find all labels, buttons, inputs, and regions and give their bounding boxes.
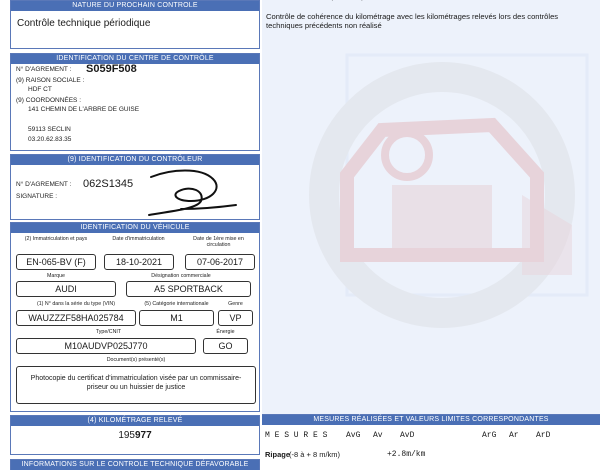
- col-avg: AvG: [346, 431, 361, 440]
- col-ar: Ar: [509, 431, 519, 440]
- results-panel: [262, 0, 600, 470]
- nature-value: Contrôle technique périodique: [17, 18, 151, 29]
- vin-label: (1) N° dans la série du type (VIN): [36, 301, 116, 307]
- vehicule-section: [10, 222, 260, 412]
- genre-label: Genre: [228, 301, 243, 307]
- centre-coord-label: (9) COORDONNÉES :: [16, 97, 82, 104]
- genre-field: VP: [218, 310, 253, 326]
- ripage-range: (-8 à + 8 m/km): [289, 450, 341, 459]
- categorie-label: (5) Catégorie internationale: [144, 301, 209, 307]
- type-field: M10AUDVP025J770: [16, 338, 196, 354]
- coherence-text: [266, 12, 586, 30]
- marque-label: Marque: [47, 273, 65, 279]
- informations-section: [10, 459, 260, 470]
- vin-field: WAUZZZF58HA025784: [16, 310, 136, 326]
- centre-address: 141 CHEMIN DE L'ARBRE DE GUISE: [28, 106, 140, 113]
- categorie-field: M1: [139, 310, 214, 326]
- col-arg: ArG: [482, 431, 497, 440]
- watermark-logo: [292, 35, 592, 335]
- date-immat-field: 18-10-2021: [104, 254, 174, 270]
- centre-agrement-label: N° D'AGREMENT :: [16, 66, 72, 73]
- nature-section: [10, 0, 260, 49]
- date-immat-label: Date d'immatriculation: [112, 236, 165, 242]
- ripage-value: +2.8m/km: [387, 450, 426, 459]
- energie-label: Énergie: [216, 329, 235, 335]
- centre-header: IDENTIFICATION DU CENTRE DE CONTRÔLE: [11, 54, 259, 64]
- date-circ-field: 07-06-2017: [185, 254, 255, 270]
- centre-section: [10, 53, 260, 151]
- centre-raison-label: (9) RAISON SOCIALE :: [16, 77, 85, 84]
- immat-label: (2) Immatriculation et pays: [24, 236, 88, 242]
- kilometrage-header: (4) KILOMÉTRAGE RELEVÉ: [11, 416, 259, 426]
- marque-field: AUDI: [16, 281, 116, 297]
- top-line: [306, 0, 364, 1]
- documents-label: Document(s) présenté(s): [106, 357, 166, 363]
- vehicule-header: IDENTIFICATION DU VÉHICULE: [11, 223, 259, 233]
- controleur-agrement-value: 062S1345: [83, 178, 134, 190]
- nature-header: NATURE DU PROCHAIN CONTROLE: [11, 1, 259, 11]
- centre-raison-value: HDF CT: [28, 86, 52, 93]
- documents-field: [16, 366, 256, 404]
- date-circ-label-text: Date de 1ère mise en circulation: [193, 236, 244, 248]
- centre-phone: 03.20.62.83.35: [28, 136, 72, 143]
- col-avd: AvD: [400, 431, 415, 440]
- kilometrage-section: [10, 415, 260, 455]
- col-ard: ArD: [536, 431, 551, 440]
- controleur-agrement-label: N° D'AGREMENT :: [16, 181, 72, 188]
- documents-text: Photocopie du certificat d'immatriculation visée par un commissaire-priseur ou un huissier de justice: [30, 375, 242, 391]
- signature-image: [141, 165, 241, 219]
- immat-field: EN-065-BV (F): [16, 254, 96, 270]
- energie-field: GO: [203, 338, 248, 354]
- controleur-signature-label: SIGNATURE :: [16, 193, 58, 200]
- type-label: Type/CNIT: [95, 329, 122, 335]
- controleur-section: [10, 154, 260, 220]
- controleur-header: (9) IDENTIFICATION DU CONTRÔLEUR: [11, 155, 259, 165]
- centre-agrement-value: S059F508: [86, 63, 137, 75]
- centre-city: 59113 SECLIN: [28, 126, 71, 133]
- kilometrage-value: [11, 430, 259, 441]
- kilometrage-value-suffix: 977: [135, 430, 152, 441]
- designation-label: Désignation commerciale: [151, 273, 211, 279]
- col-av: Av: [373, 431, 383, 440]
- kilometrage-value-prefix: 195: [118, 430, 135, 441]
- mesures-header: MESURES RÉALISÉES ET VALEURS LIMITES CORRESPONDANTES: [262, 415, 600, 425]
- informations-header: INFORMATIONS SUR LE CONTROLE TECHNIQUE DÉFAVORABLE: [11, 460, 259, 470]
- date-circ-label: [181, 236, 256, 248]
- ripage-label: Ripage: [265, 450, 291, 459]
- designation-field: A5 SPORTBACK: [126, 281, 251, 297]
- coherence-text-content: Contrôle de cohérence du kilométrage avec les kilométrages relevés lors des contrôles techniques précédents non réalisé: [266, 12, 559, 30]
- mesures-label: M E S U R E S: [265, 431, 328, 440]
- mesures-section: [262, 414, 600, 471]
